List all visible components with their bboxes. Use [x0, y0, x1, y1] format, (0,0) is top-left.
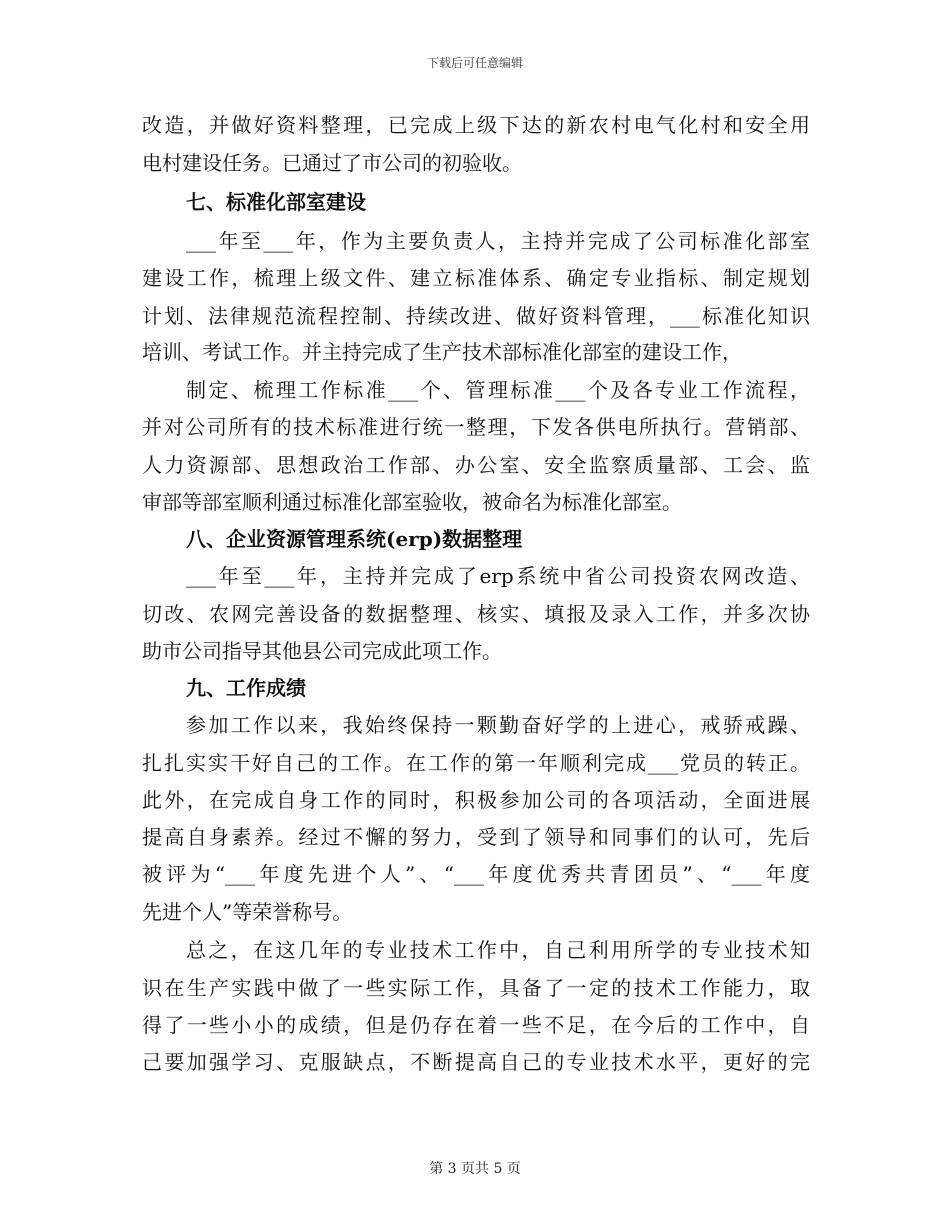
paragraph-line: 电村建设任务。已通过了市公司的初验收。: [142, 151, 522, 175]
paragraph-line: 建设工作，梳理上级文件、建立标准体系、确定专业指标、制定规划: [142, 266, 810, 290]
paragraph-line: 己要加强学习、克服缺点，不断提高自己的专业技术水平，更好的完: [142, 1050, 810, 1074]
paragraph-line: 提高自身素养。经过不懈的努力，受到了领导和同事们的认可，先后: [142, 825, 810, 849]
paragraph-line: 改造，并做好资料整理，已完成上级下达的新农村电气化村和安全用: [142, 113, 810, 137]
section-heading-9: 九、工作成绩: [186, 676, 306, 700]
page-number: 第 3 页共 5 页: [429, 1161, 521, 1177]
paragraph-line: 培训、考试工作。并主持完成了生产技术部标准化部室的建设工作，: [142, 340, 742, 364]
paragraph-line: 助市公司指导其他县公司完成此项工作。: [142, 639, 502, 663]
paragraph-line: 切改、农网完善设备的数据整理、核实、填报及录入工作，并多次协: [142, 602, 810, 626]
paragraph-line: 被评为“___年度先进个人”、“___年度优秀共青团员”、“___年度: [142, 862, 810, 886]
paragraph-line: 并对公司所有的技术标准进行统一整理，下发各供电所执行。营销部、: [142, 415, 810, 439]
paragraph-line: 扎扎实实干好自己的工作。在工作的第一年顺利完成___党员的转正。: [142, 751, 810, 775]
section-heading-7: 七、标准化部室建设: [186, 190, 366, 214]
paragraph-line: 计划、法律规范流程控制、持续改进、做好资料管理，___标准化知识: [142, 304, 810, 328]
paragraph-line: 识在生产实践中做了一些实际工作，具备了一定的技术工作能力，取: [142, 976, 810, 1000]
paragraph-line: 先进个人”等荣誉称号。: [142, 900, 353, 924]
paragraph-line: 得了一些小小的成绩，但是仍存在着一些不足，在今后的工作中，自: [142, 1013, 810, 1037]
paragraph-line: ___年至___年，作为主要负责人，主持并完成了公司标准化部室: [186, 229, 810, 253]
paragraph-line: 总之，在这几年的专业技术工作中，自己利用所学的专业技术知: [186, 938, 810, 962]
paragraph-line: 此外，在完成自身工作的同时，积极参加公司的各项活动，全面进展: [142, 788, 810, 812]
page-header-note: 下载后可任意编辑: [426, 56, 523, 70]
paragraph-line: 人力资源部、思想政治工作部、办公室、安全监察质量部、工会、监: [142, 453, 810, 477]
paragraph-line: ___年至___年，主持并完成了erp系统中省公司投资农网改造、: [186, 564, 810, 588]
paragraph-line: 审部等部室顺利通过标准化部室验收，被命名为标准化部室。: [142, 490, 682, 514]
paragraph-line: 制定、梳理工作标准___个、管理标准___个及各专业工作流程，: [186, 378, 810, 402]
section-heading-8: 八、企业资源管理系统(erp)数据整理: [186, 527, 523, 551]
paragraph-line: 参加工作以来，我始终保持一颗勤奋好学的上进心，戒骄戒躁、: [186, 713, 810, 737]
